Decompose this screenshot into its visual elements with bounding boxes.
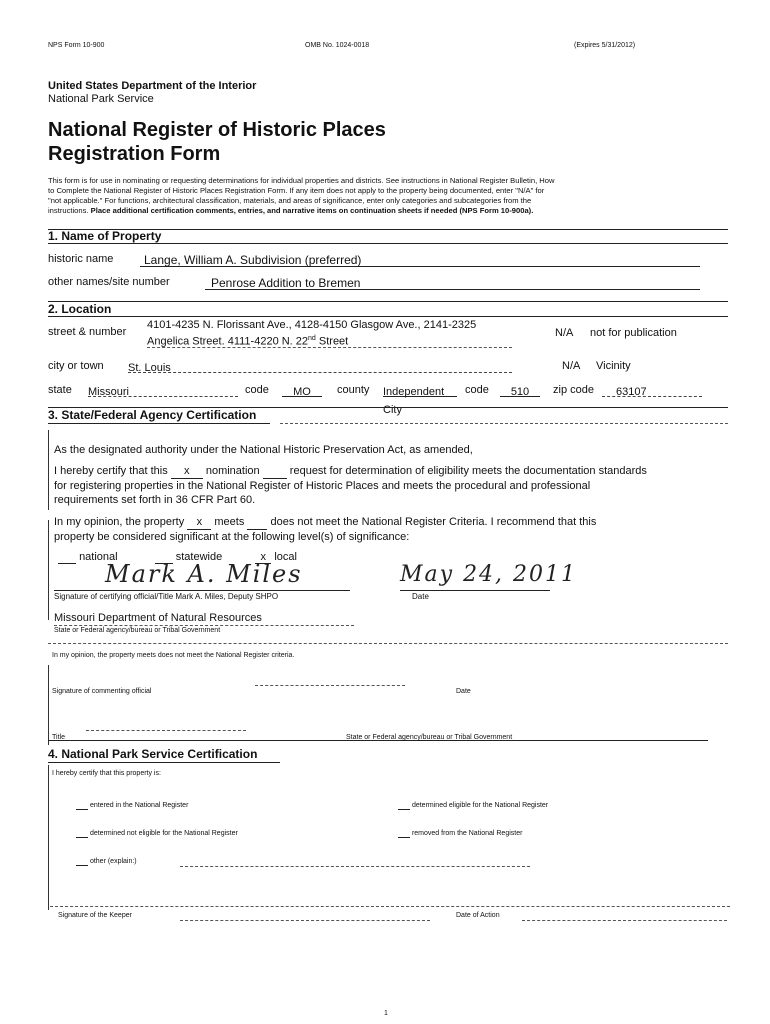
- not-for-publication-value[interactable]: N/A: [555, 327, 574, 339]
- date-of-action-label: Date of Action: [456, 912, 500, 919]
- local-label: local: [274, 551, 297, 563]
- city-value: St. Louis: [128, 362, 171, 374]
- instructions-line-4b: Place additional certification comments, entries, and narrative items on continuation sheets if needed (NPS Form 10-900a).: [90, 206, 534, 215]
- section-2-heading: 2. Location: [48, 302, 112, 316]
- opinion-text-c: does not meet the National Register Criteria. I recommend that this: [270, 516, 597, 528]
- zip-label: zip code: [553, 384, 594, 396]
- state-value: Missouri: [88, 386, 129, 398]
- does-not-meet-checkbox[interactable]: [247, 515, 267, 530]
- nps-certify-statement: I hereby certify that this property is:: [52, 770, 161, 777]
- other-names-label: other names/site number: [48, 276, 170, 288]
- request-checkbox[interactable]: [263, 464, 287, 479]
- state-code-value: MO: [293, 386, 311, 398]
- street-label: street & number: [48, 326, 127, 338]
- opinion-text-b: meets: [214, 516, 245, 528]
- section-3-heading: 3. State/Federal Agency Certification: [48, 408, 257, 422]
- street-line-1: 4101-4235 N. Florissant Ave., 4128-4150 Glasgow Ave., 2141-2325: [147, 319, 477, 331]
- title-label: Title: [52, 734, 65, 741]
- certifying-date-script: May 24, 2011: [400, 562, 578, 587]
- entered-option: [76, 802, 188, 810]
- other-label: other (explain:): [89, 858, 137, 865]
- form-number: NPS Form 10-900: [48, 42, 105, 49]
- removed-option: [398, 830, 522, 838]
- certification-statement: [54, 464, 647, 507]
- opinion-line-2: property be considered significant at the following level(s) of significance:: [54, 531, 410, 543]
- department: United States Department of the Interior: [48, 80, 257, 92]
- authority-statement: As the designated authority under the National Historic Preservation Act, as amended,: [54, 444, 473, 456]
- section-4-heading: 4. National Park Service Certification: [48, 747, 258, 761]
- certifying-signature-image: Mark A. Miles: [105, 560, 303, 588]
- service: National Park Service: [48, 93, 154, 105]
- opinion-text-a: In my opinion, the property: [54, 516, 185, 528]
- national-checkbox[interactable]: [58, 551, 76, 564]
- determined-eligible-checkbox[interactable]: [398, 802, 410, 810]
- other-names-field[interactable]: [205, 274, 700, 290]
- instructions-line-3: "not applicable." For functions, architectural classification, materials, and areas of significance, enter only categories and subcategories from the: [48, 196, 532, 205]
- certify-line-2: for registering properties in the National Register of Historic Places and meets the procedural and professional: [54, 480, 591, 492]
- county-field[interactable]: [383, 382, 457, 416]
- page-title: [48, 118, 386, 166]
- commenting-opinion: In my opinion, the property meets does not meet the National Register criteria.: [52, 652, 295, 659]
- vicinity-value[interactable]: N/A: [562, 360, 581, 372]
- street-value[interactable]: [147, 318, 476, 349]
- instructions-line-4a: instructions.: [48, 206, 89, 215]
- opinion-statement: [54, 515, 596, 544]
- city-label: city or town: [48, 360, 104, 372]
- zip-field[interactable]: [602, 382, 702, 397]
- title-agency-label: State or Federal agency/bureau or Tribal Government: [346, 734, 513, 741]
- street-line-2b: Street: [315, 335, 349, 348]
- certify-text-c: request for determination of eligibility meets the documentation standards: [289, 465, 647, 477]
- county-code-field[interactable]: [500, 382, 540, 397]
- local-checkbox[interactable]: x: [255, 551, 271, 564]
- certify-text-a: I hereby certify that this: [54, 465, 168, 477]
- historic-name-value: Lange, William A. Subdivision (preferred): [144, 253, 362, 267]
- determined-not-checkbox[interactable]: [76, 830, 88, 838]
- instructions-line-1: This form is for use in nominating or requesting determinations for individual properties and districts. See instructions in National Register Bulletin, How: [48, 176, 555, 185]
- other-checkbox[interactable]: [76, 858, 88, 866]
- county-code-value: 510: [510, 386, 530, 398]
- county-label: county: [337, 384, 370, 396]
- removed-label: removed from the National Register: [411, 830, 523, 837]
- historic-name-field[interactable]: [140, 251, 700, 267]
- certifying-agency-label: State or Federal agency/bureau or Tribal Government: [54, 627, 221, 634]
- county-value: Independent City: [383, 386, 445, 416]
- county-code-label: code: [465, 384, 489, 396]
- national-label: national: [79, 551, 118, 563]
- section-1-heading: 1. Name of Property: [48, 229, 162, 243]
- expiration: (Expires 5/31/2012): [574, 42, 636, 49]
- vicinity-label: Vicinity: [596, 360, 631, 372]
- keeper-signature-label: Signature of the Keeper: [58, 912, 132, 919]
- state-code-field[interactable]: [282, 382, 322, 397]
- entered-checkbox[interactable]: [76, 802, 88, 810]
- statewide-label: statewide: [175, 551, 223, 563]
- other-names-value: Penrose Addition to Bremen: [211, 276, 361, 290]
- not-for-publication-label: not for publication: [590, 327, 677, 339]
- certifying-agency[interactable]: Missouri Department of Natural Resources: [54, 612, 262, 624]
- street-line-2: Angelica Street. 4111-4220 N. 22: [147, 335, 309, 348]
- certifying-signature-label: Signature of certifying official/Title Mark A. Miles, Deputy SHPO: [54, 592, 279, 601]
- zip-value: 63107: [616, 386, 647, 398]
- instructions-line-2: to Complete the National Register of Historic Places Registration Form. If any item does not apply to the property being documented, enter "N/A" for: [48, 186, 545, 195]
- certify-line-3: requirements set forth in 36 CFR Part 60.: [54, 494, 256, 506]
- street-ordinal: nd: [308, 335, 316, 342]
- determined-not-option: [76, 830, 238, 838]
- determined-not-label: determined not eligible for the National Register: [89, 830, 238, 837]
- state-label: state: [48, 384, 72, 396]
- nomination-checkbox[interactable]: x: [171, 464, 203, 479]
- city-field[interactable]: [128, 358, 512, 373]
- historic-name-label: historic name: [48, 253, 114, 265]
- determined-eligible-option: [398, 802, 548, 810]
- certifying-date-label: Date: [412, 592, 429, 601]
- entered-label: entered in the National Register: [89, 802, 189, 809]
- other-option: [76, 858, 137, 866]
- commenting-signature-label: Signature of commenting official: [52, 688, 152, 695]
- state-field[interactable]: [88, 382, 238, 397]
- state-code-label: code: [245, 384, 269, 396]
- determined-eligible-label: determined eligible for the National Register: [411, 802, 549, 809]
- instructions: [48, 176, 728, 216]
- removed-checkbox[interactable]: [398, 830, 410, 838]
- certify-text-b: nomination: [205, 465, 260, 477]
- title-line-2: Registration Form: [48, 143, 221, 165]
- omb-number: OMB No. 1024-0018: [305, 42, 370, 49]
- title-line-1: National Register of Historic Places: [48, 119, 386, 141]
- commenting-date-label: Date: [456, 688, 471, 695]
- meets-checkbox[interactable]: x: [187, 515, 211, 530]
- page-number: 1: [384, 1010, 388, 1017]
